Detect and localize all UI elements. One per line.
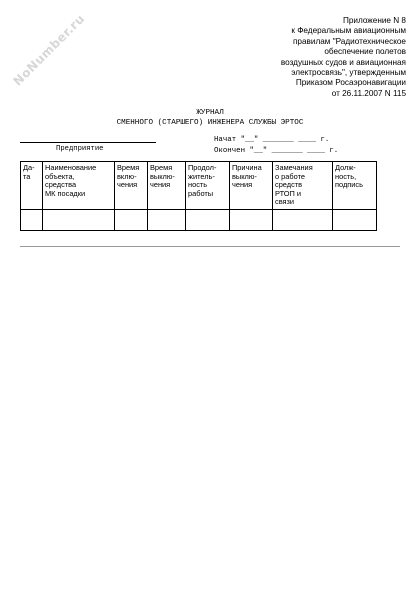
column-header-object-name: Наименование объекта, средства МК посадки — [43, 162, 115, 210]
table-cell[interactable] — [115, 209, 148, 230]
appendix-line: электросвязь", утвержденным — [291, 68, 406, 78]
journal-table — [20, 161, 377, 231]
journal-title: ЖУРНАЛ — [196, 109, 224, 117]
column-header-off-time: Время выклю- чения — [148, 162, 186, 210]
journal-heading — [0, 108, 420, 128]
appendix-note — [216, 16, 406, 99]
appendix-line: Приложение N 8 — [342, 16, 406, 25]
column-header-duration: Продол- житель- ность работы — [186, 162, 230, 210]
column-header-position-signature: Долж- ность, подпись — [333, 162, 377, 210]
table-cell[interactable] — [333, 209, 377, 230]
column-header-remarks: Замечания о работе средств РТОП и связи — [273, 162, 333, 210]
column-header-shutdown-reason: Причина выклю- чения — [230, 162, 273, 210]
table-cell[interactable] — [21, 209, 43, 230]
table-row — [21, 209, 377, 230]
appendix-line: обеспечение полетов — [324, 47, 406, 57]
table-cell[interactable] — [186, 209, 230, 230]
organization-field-line — [20, 142, 156, 143]
column-header-date: Да- та — [21, 162, 43, 210]
watermark: NoNumber.ru — [10, 11, 88, 89]
table-header-row — [21, 162, 377, 210]
journal-dates — [214, 135, 338, 157]
appendix-line: правилам "Радиотехническое — [293, 36, 406, 46]
started-date: Начат "__" _______ ____ г. — [214, 136, 330, 144]
finished-date: Окончен "__" _______ ____ г. — [214, 147, 339, 155]
appendix-line: к Федеральным авиационным — [291, 26, 406, 36]
page-divider — [20, 246, 400, 247]
table-cell[interactable] — [148, 209, 186, 230]
appendix-line: воздушных судов и авиационная — [280, 57, 406, 67]
table-cell[interactable] — [43, 209, 115, 230]
table-cell[interactable] — [230, 209, 273, 230]
table-cell[interactable] — [273, 209, 333, 230]
organization-label: Предприятие — [56, 145, 104, 153]
column-header-on-time: Время вклю- чения — [115, 162, 148, 210]
journal-subtitle: СМЕННОГО (СТАРШЕГО) ИНЖЕНЕРА СЛУЖБЫ ЭРТОС — [116, 119, 304, 127]
appendix-line: от 26.11.2007 N 115 — [331, 88, 406, 98]
appendix-line: Приказом Росаэронавигации — [295, 78, 406, 88]
